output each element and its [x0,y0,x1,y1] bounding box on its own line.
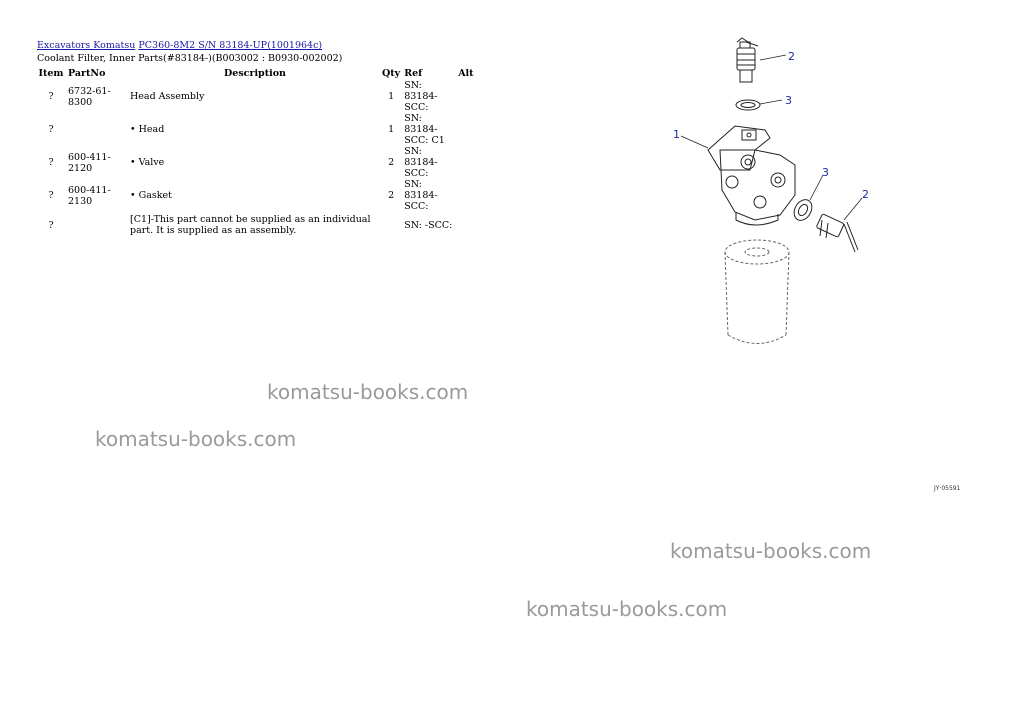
cell-partno: 600-411-2120 [68,151,111,174]
cell-qty: 2 [388,157,395,168]
cell-ref: SN: 83184-SCC: [404,179,438,212]
cell-alt [456,212,476,238]
cell-qty: 1 [388,124,395,135]
callout-3: 3 [822,166,829,179]
cell-ref: SN: 83184-SCC: [404,146,438,179]
cell-qty: 1 [388,91,395,102]
col-alt-header: Alt [458,67,474,79]
col-partno-header: PartNo [68,67,106,79]
callout-2: 2 [862,188,869,201]
cell-alt [456,80,476,113]
watermark: komatsu-books.com [267,380,469,404]
page-header [37,39,342,65]
cell-ref: SN: 83184-SCC: [404,80,438,113]
cell-partno: 6732-61-8300 [68,85,111,108]
head-illustration [708,126,795,225]
cell-description: • Head [130,124,165,135]
cell-alt [456,113,476,146]
table-row [36,113,476,146]
col-item-header: Item [38,67,64,79]
cell-ref: SN: -SCC: [404,219,453,231]
gasket-top-illustration [736,100,760,110]
cell-item: ? [48,219,54,231]
callout-1: 1 [673,128,680,141]
cell-partno: 600-411-2130 [68,184,111,207]
parts-diagram [660,30,880,350]
cell-alt [456,146,476,179]
col-qty-header: Qty [382,67,401,79]
watermark: komatsu-books.com [670,539,872,563]
table-row [36,146,476,179]
cell-item: ? [48,91,54,102]
breadcrumb-excavators-komatsu[interactable]: Excavators Komatsu [37,40,136,51]
figure-code: JY·05591 [934,485,961,492]
valve-top-illustration [737,38,758,82]
cell-description: [C1]-This part cannot be supplied as an individual part. It is supplied as an assembly. [130,214,371,236]
cell-partno [66,212,128,238]
cell-description: • Valve [130,157,165,168]
watermark: komatsu-books.com [95,427,297,451]
cell-qty: 2 [388,190,395,201]
gasket-right-illustration [791,196,816,223]
watermark: komatsu-books.com [526,597,728,621]
parts-table [36,66,476,238]
cell-ref: SN: 83184-SCC: C1 [404,113,445,146]
cell-description: Head Assembly [130,91,205,102]
table-row [36,80,476,113]
valve-right-illustration [816,214,858,252]
col-ref-header: Ref [404,67,423,79]
cell-item: ? [48,157,54,168]
cell-partno [66,113,128,146]
callout-2: 2 [788,50,795,63]
page-subtitle: Coolant Filter, Inner Parts(#83184-)(B003002 : B0930-002002) [37,53,343,64]
callout-3: 3 [785,94,792,107]
cell-alt [456,179,476,212]
cell-item: ? [48,124,54,135]
table-row [36,212,476,238]
table-row [36,179,476,212]
filter-element-illustration [725,240,789,344]
cell-item: ? [48,190,54,201]
col-description-header: Description [224,67,286,79]
breadcrumb-model[interactable]: PC360-8M2 S/N 83184-UP(1001964c) [138,40,323,51]
cell-qty [382,212,402,238]
cell-description: • Gasket [130,190,172,201]
table-header-row [36,66,476,80]
